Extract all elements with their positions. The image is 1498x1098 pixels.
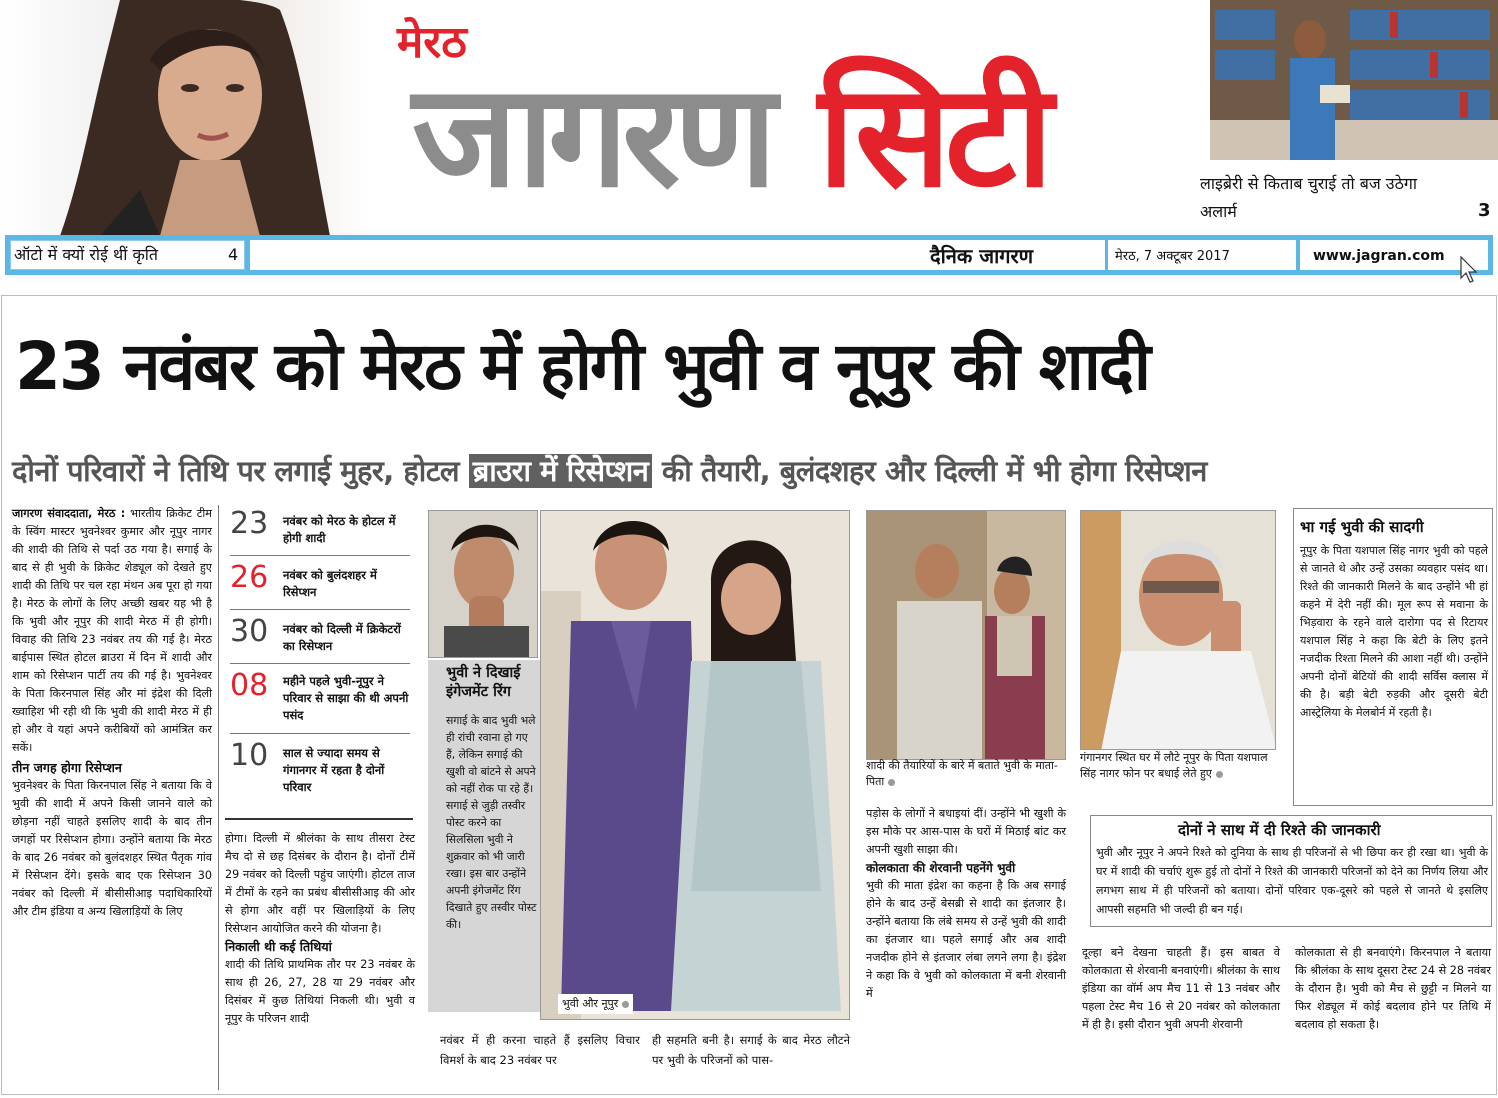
column-1 <box>12 505 212 921</box>
stat-divider <box>230 609 410 610</box>
stat-divider <box>230 733 410 734</box>
masthead-title-grey: जागरण <box>412 54 771 219</box>
stat-divider <box>230 663 410 664</box>
inset-text: सगाई के बाद भुवी भले ही रांची रवाना हो गए हैं, लेकिन सगाई की खुशी वो बांटने से अपने को नहीं रोक पा रहे हैं। सगाई से जुड़ी तस्वीर पोस्ट करने का सिलसिला भुवी ने शुक्रवार को भी जारी रखा। इस बार उन्होंने अपनी इंगेजमेंट रिंग दिखाते हुए तस्वीर पोस्ट की। <box>446 714 537 931</box>
subhead <box>12 445 1492 497</box>
masthead-city: मेरठ <box>397 17 467 68</box>
stats-box <box>225 505 413 805</box>
masthead-title-red: सिटी <box>818 54 1048 219</box>
sidebar-text: नूपुर के पिता यशपाल सिंह नागर भुवी को पहले से जानते थे और उन्हें उसका व्यवहार पसंद था। रिश्ते की जानकारी मिलने के बाद उन्होंने भी हां कहने में देरी नहीं की। मूल रूप से मवाना के भिड़वारा के रहने वाले दारोगा पद से रिटायर यशपाल सिंह ने कहा कि बेटी के लिए इतने नजदीक रिश्ता मिलने की आशा नहीं थी। उन्होंने अपनी दोनों बेटियों की शादी सर्विस क्लास में की है। बड़ी बेटी रुड़की और दूसरी बेटी आस्ट्रेलिया के मेलबोर्न में रहती है। <box>1300 544 1488 719</box>
library-photo <box>1210 0 1498 160</box>
actress-photo <box>0 0 372 236</box>
headline: 23 नवंबर को मेरठ में होगी भुवी व नूपुर की शादी <box>15 328 1149 405</box>
subhead-highlight: ब्राउरा में रिसेप्शन <box>469 454 653 488</box>
col1-text2: भुवनेश्वर के पिता किरनपाल सिंह ने बताया कि वे भुवी की शादी में अपने किसी जानने वाले को छोड़ना नहीं चाहते इसलिए शादी के बाद तीन जगहों पर रिसेप्शन होगा। उन्होंने बताया कि मेरठ के बाद 26 नवंबर को बुलंदशहर स्थित पैतृक गांव में रिसेप्शन देंगे। इसके बाद एक रिसेप्शन 30 नवंबर को दिल्ली में बीसीसीआइ पदाधिकारियों और टीम इंडिया व अन्य खिलाड़ियों के लिए <box>12 779 212 918</box>
info-date: मेरठ, 7 अक्टूबर 2017 <box>1115 249 1230 264</box>
parents-caption-text: शादी की तैयारियों के बारे में बताते भुवी के माता-पिता <box>866 759 1058 788</box>
byline: जागरण संवाददाता, मेरठ : <box>12 507 126 520</box>
info-url[interactable]: www.jagran.com <box>1313 248 1445 264</box>
right-teaser[interactable]: लाइब्रेरी से किताब चुराई तो बज उठेगा अलार्म <box>1200 174 1418 221</box>
stat-2-text: नवंबर को बुलंदशहर में रिसेप्शन <box>283 568 377 599</box>
stats-bottom-rule <box>225 818 413 820</box>
couple-caption-text: भुवी और नूपुर <box>562 997 619 1010</box>
col2-text2: शादी की तिथि प्राथमिक तौर पर 23 नवंबर के साथ ही 26, 27, 28 या 29 नवंबर और दिसंबर में कुछ तिथियां निकली थी। भुवी व नूपुर के परिजन शादी <box>225 958 415 1025</box>
bottom-mid-left: नवंबर में ही करना चाहते हैं इसलिए विचार विमर्श के बाद 23 नवंबर पर <box>440 1033 640 1067</box>
bhuvi-ring-photo <box>428 510 538 658</box>
right-teaser-page: 3 <box>1478 200 1491 221</box>
inset-title: भुवी ने दिखाई इंगेजमेंट रिंग <box>446 665 521 700</box>
bottom-mid-right: ही सहमति बनी है। सगाई के बाद मेरठ लौटने पर भुवी के परिजनों को पास- <box>652 1033 850 1067</box>
caption-dot-icon <box>1216 771 1223 778</box>
stat-1-num: 23 <box>230 506 269 541</box>
parents-caption <box>866 758 1066 790</box>
box2-text: भुवी और नूपुर ने अपने रिश्ते को दुनिया के साथ ही परिजनों से भी छिपा कर ही रखा था। भुवी के घर में शादी की चर्चाएं शुरू हुई तो दोनों ने रिश्ते की जानकारी परिजनों को देने का निर्णय लिया और लगभग साथ में ही परिजनों को बताया। दोनों परिवार एक-दूसरे को पहले से जानते थे इसलिए आपसी सहमति भी जल्दी ही बन गई। <box>1096 846 1488 916</box>
column-2 <box>225 830 415 1028</box>
father-caption <box>1080 750 1286 782</box>
masthead <box>0 0 1498 235</box>
subhead-part2: की तैयारी, बुलंदशहर और दिल्ली में भी होगा रिसेप्शन <box>652 454 1207 488</box>
col5-subhead: कोलकाता की शेरवानी पहनेंगे भुवी <box>866 861 1016 875</box>
col2-text1: होगा। दिल्ली में श्रीलंका के साथ तीसरा टेस्ट मैच दो से छह दिसंबर के दौरान है। दोनों टीमें 29 नवंबर को दिल्ली पहुंच जाएंगी। होटल ताज में टीमों के रहने का प्रबंध बीसीसीआइ की ओर से होगा और वहीं पर खिलाड़ियों के लिए रिसेप्शन आयोजित करने की योजना है। <box>225 832 415 935</box>
stat-4-num: 08 <box>230 668 269 703</box>
stat-5-text: साल से ज्यादा समय से गंगानगर में रहता है दोनों परिवार <box>283 746 385 794</box>
column-7: कोलकाता से ही बनवाएंगे। किरनपाल ने बताया कि श्रीलंका के साथ दूसरा टेस्ट 24 से 28 नवंबर के दौरान है। भुवी को मैच से छुट्टी न मिलने या फिर शेड्यूल में कोई बदलाव होने पर तिथि में बदलाव हो सकता है। <box>1295 946 1491 1031</box>
col-divider <box>218 505 219 1090</box>
father-caption-text: गंगानगर स्थित घर में लौटे नूपुर के पिता यशपाल सिंह नागर फोन पर बधाई लेते हुए <box>1080 751 1268 780</box>
stat-5-num: 10 <box>230 738 269 773</box>
stat-divider <box>230 555 410 556</box>
stat-3-num: 30 <box>230 614 269 649</box>
parents-photo <box>866 510 1066 760</box>
sidebar-title: भा गई भुवी की सादगी <box>1300 518 1424 536</box>
info-brand: दैनिक जागरण <box>930 244 1034 268</box>
column-5 <box>866 805 1066 1003</box>
col1-subhead: तीन जगह होगा रिसेप्शन <box>12 760 122 775</box>
cursor-icon <box>1460 256 1478 284</box>
stat-2-num: 26 <box>230 560 269 595</box>
col2-subhead: निकाली थी कई तिथियां <box>225 939 332 954</box>
caption-dot-icon <box>622 1001 629 1008</box>
stat-4-text: महीने पहले भुवी-नूपुर ने परिवार से साझा की थी अपनी पसंद <box>283 674 409 722</box>
col1-intro: भारतीय क्रिकेट टीम के स्विंग मास्टर भुवनेश्वर कुमार और नूपुर नागर की शादी की तिथि से पर्दा उठ गया है। सगाई के बाद से ही भुवी के क्रिकेट शेड्यूल को देखते हुए शादी की तिथि पर चल रहा मंथन अब पूरा हो गया है। मेरठ के लोगों के लिए अच्छी खबर यह भी है कि भुवी और नूपुर की शादी मेरठ में ही होगी। विवाह की तिथि 23 नवंबर तय की गई है। मेरठ बाईपास स्थित होटल ब्राउरा में दिन में शादी और शाम को रिसेप्शन पार्टी तय की गई है। भुवनेश्वर के पिता किरनपाल सिंह और मां इंद्रेश की दिली ख्वाहिश भी रही थी कि भुवी की शादी मेरठ में ही हो और वे यहां अपने करीबियों को आमंत्रित कर सकें। <box>12 507 212 754</box>
info-left-page: 4 <box>228 245 239 264</box>
info-left-teaser[interactable]: ऑटो में क्यों रोई थीं कृति <box>14 245 159 264</box>
col5-text1: पड़ोस के लोगों ने बधाइयां दीं। उन्होंने भी खुशी के इस मौके पर आस-पास के घरों में मिठाई बांट कर अपनी खुशी साझा की। <box>866 807 1066 856</box>
stat-3-text: नवंबर को दिल्ली में क्रिकेटरों का रिसेप्शन <box>283 622 401 653</box>
couple-photo <box>540 510 850 1020</box>
col5-text2: भुवी की माता इंद्रेश का कहना है कि अब सगाई होने के बाद उन्हें बेसब्री से शादी का इंतजार है। उन्होंने बताया कि लंबे समय से उन्हें भुवी की शादी का इंतजार था। पहले सगाई और अब शादी नजदीक होने से इंतजार लंबा लगने लगा है। इंद्रेश ने कहा कि वे भुवी को कोलकाता में बनी शेरवानी में <box>866 879 1066 1000</box>
father-photo <box>1080 510 1276 750</box>
caption-dot-icon <box>888 779 895 786</box>
subhead-part1: दोनों परिवारों ने तिथि पर लगाई मुहर, होटल <box>12 454 469 488</box>
box2-title: दोनों ने साथ में दी रिश्ते की जानकारी <box>1178 821 1381 839</box>
couple-caption <box>558 994 633 1014</box>
stat-1-text: नवंबर को मेरठ के होटल में होगी शादी <box>283 514 396 545</box>
column-6: दूल्हा बने देखना चाहती हैं। इस बाबत वे कोलकाता से शेरवानी बनवाएंगी। श्रीलंका के साथ इंडिया का वॉर्म अप मैच 11 से 13 नवंबर और पहला टेस्ट मैच 16 से 20 नवंबर को कोलकाता में ही है। इसी दौरान भुवी अपनी शेरवानी <box>1082 946 1280 1031</box>
